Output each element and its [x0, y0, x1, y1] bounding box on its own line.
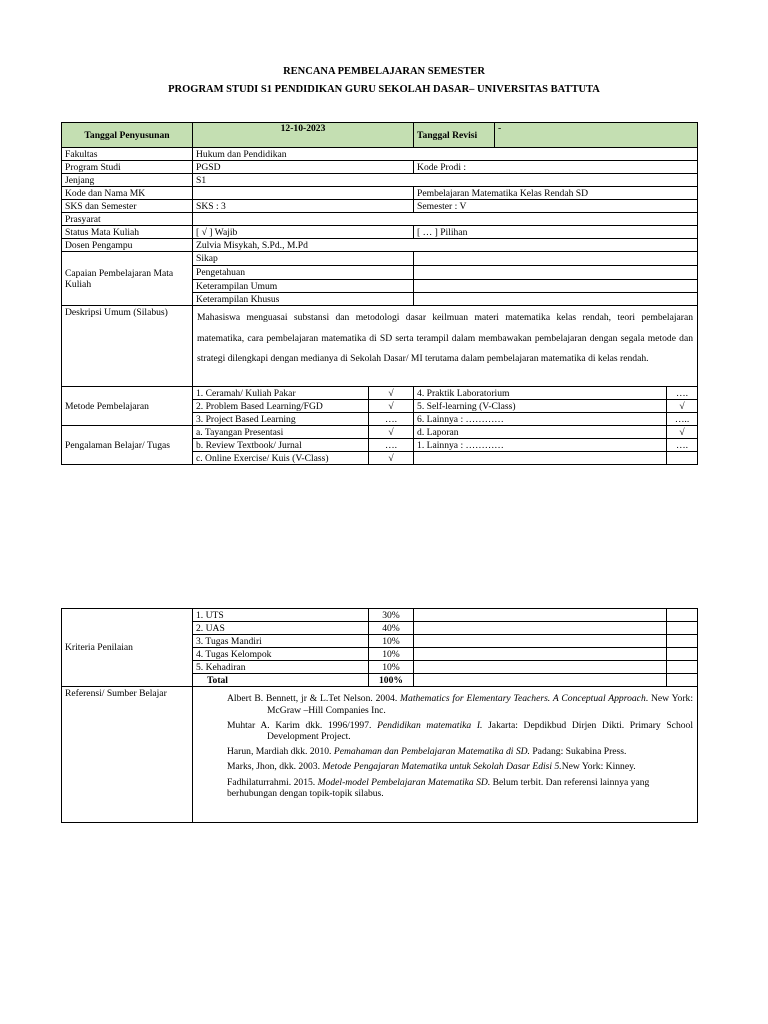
pengalaman-mark: √ [667, 426, 698, 439]
dosen-label: Dosen Pengampu [62, 239, 193, 252]
cpmk-detail [414, 280, 698, 293]
referensi-item: Fadhilaturrahmi. 2015. Model-model Pembelajaran Matematika SD. Belum terbit. Dan referensi lainnya yang berhubungan dengan topik-topik silabus. [227, 776, 650, 800]
penilaian-extra [414, 648, 667, 661]
referensi-item: Albert B. Bennett, jr & L.Tet Nelson. 2004. Mathematics for Elementary Teachers. A Conceptual Approach. New York: McGraw –Hill Companies Inc. [227, 693, 693, 716]
penilaian-extra [667, 674, 698, 687]
prodi-label: Program Studi [62, 161, 193, 174]
referensi-item: Marks, Jhon, dkk. 2003. Metode Pengajaran Matematika untuk Sekolah Dasar Edisi 5.New York: Kinney. [227, 761, 636, 773]
tanggal-penyusunan-value: 12-10-2023 [193, 123, 414, 148]
prasyarat-label: Prasyarat [62, 213, 193, 226]
penilaian-item: 4. Tugas Kelompok [193, 648, 369, 661]
penilaian-extra [667, 609, 698, 622]
kode-mk-label: Kode dan Nama MK [62, 187, 193, 200]
pengalaman-item: d. Laporan [414, 426, 667, 439]
deskripsi-label: Deskripsi Umum (Silabus) [62, 306, 193, 387]
cpmk-item: Keterampilan Umum [193, 280, 414, 293]
nama-mk-value: Pembelajaran Matematika Kelas Rendah SD [414, 187, 698, 200]
metode-mark: ….. [667, 413, 698, 426]
penilaian-item: 5. Kehadiran [193, 661, 369, 674]
referensi-item: Harun, Mardiah dkk. 2010. Pemahaman dan Pembelajaran Matematika di SD. Padang: Sukabina Press. [227, 746, 627, 758]
penilaian-item: 1. UTS [193, 609, 369, 622]
cpmk-detail [414, 293, 698, 306]
penilaian-total-label: Total [193, 674, 369, 687]
metode-mark: …. [667, 387, 698, 400]
pengalaman-item: c. Online Exercise/ Kuis (V-Class) [193, 452, 369, 465]
pengalaman-item: b. Review Textbook/ Jurnal [193, 439, 369, 452]
status-pilihan: [ … ] Pilihan [414, 226, 698, 239]
metode-label: Metode Pembelajaran [62, 387, 193, 426]
metode-item: 1. Ceramah/ Kuliah Pakar [193, 387, 369, 400]
penilaian-extra [414, 622, 667, 635]
referensi-item: Muhtar A. Karim dkk. 1996/1997. Pendidikan matematika I. Jakarta: Depdikbud Dirjen Dikti. Primary School Development Project. [227, 719, 693, 743]
penilaian-pct: 10% [369, 661, 414, 674]
tanggal-revisi-value: - [495, 123, 698, 148]
prodi-value: PGSD [193, 161, 414, 174]
rps-info-table [61, 122, 698, 465]
pengalaman-mark [667, 452, 698, 465]
sks-label: SKS dan Semester [62, 200, 193, 213]
metode-item: 3. Project Based Learning [193, 413, 369, 426]
metode-item: 5. Self-learning (V-Class) [414, 400, 667, 413]
penilaian-item: 3. Tugas Mandiri [193, 635, 369, 648]
kode-mk-value [193, 187, 414, 200]
tanggal-penyusunan-label: Tanggal Penyusunan [62, 123, 193, 148]
cpmk-detail [414, 266, 698, 280]
pengalaman-mark: …. [667, 439, 698, 452]
cpmk-detail [414, 252, 698, 266]
semester-value: Semester : V [414, 200, 698, 213]
kode-prodi-label: Kode Prodi : [414, 161, 698, 174]
referensi-label: Referensi/ Sumber Belajar [62, 687, 193, 823]
penilaian-pct: 10% [369, 648, 414, 661]
dosen-value: Zulvia Misykah, S.Pd., M.Pd [193, 239, 698, 252]
pengalaman-mark: …. [369, 439, 414, 452]
cpmk-item: Pengetahuan [193, 266, 414, 280]
status-label: Status Mata Kuliah [62, 226, 193, 239]
penilaian-extra [414, 674, 667, 687]
pengalaman-item: 1. Lainnya : ………… [414, 439, 667, 452]
penilaian-label: Kriteria Penilaian [62, 609, 193, 687]
metode-mark: √ [369, 400, 414, 413]
prasyarat-value [193, 213, 698, 226]
penilaian-total-value: 100% [369, 674, 414, 687]
page-title: RENCANA PEMBELAJARAN SEMESTER [283, 66, 485, 77]
penilaian-extra [667, 622, 698, 635]
penilaian-extra [667, 661, 698, 674]
status-wajib: [ √ ] Wajib [193, 226, 414, 239]
metode-item: 6. Lainnya : ………… [414, 413, 667, 426]
penilaian-pct: 10% [369, 635, 414, 648]
penilaian-extra [414, 635, 667, 648]
pengalaman-mark: √ [369, 426, 414, 439]
cpmk-label: Capaian Pembelajaran Mata Kuliah [62, 252, 193, 306]
penilaian-table [61, 608, 698, 823]
cpmk-item: Sikap [193, 252, 414, 266]
fakultas-label: Fakultas [62, 148, 193, 161]
jenjang-value: S1 [193, 174, 698, 187]
pengalaman-label: Pengalaman Belajar/ Tugas [62, 426, 193, 465]
deskripsi-text: Mahasiswa menguasai substansi dan metodologi dasar keilmuan materi matematika kelas rendah, teori pembelajaran matematika, cara pembelajaran matematika di SD serta terampil dalam membawakan pembelajaran dengan segala metode dan strategi dilengkapi dengan medianya di Sekolah Dasar/ MI terutama dalam pembelajaran matematika di kelas rendah. [193, 306, 698, 387]
metode-mark: …. [369, 413, 414, 426]
cpmk-item: Keterampilan Khusus [193, 293, 414, 306]
pengalaman-mark: √ [369, 452, 414, 465]
pengalaman-item [414, 452, 667, 465]
metode-mark: √ [667, 400, 698, 413]
penilaian-extra [667, 648, 698, 661]
pengalaman-item: a. Tayangan Presentasi [193, 426, 369, 439]
tanggal-revisi-label: Tanggal Revisi [414, 123, 495, 148]
penilaian-pct: 30% [369, 609, 414, 622]
metode-item: 4. Praktik Laboratorium [414, 387, 667, 400]
page-subtitle: PROGRAM STUDI S1 PENDIDIKAN GURU SEKOLAH DASAR– UNIVERSITAS BATTUTA [168, 84, 600, 95]
penilaian-extra [414, 609, 667, 622]
penilaian-item: 2. UAS [193, 622, 369, 635]
jenjang-label: Jenjang [62, 174, 193, 187]
fakultas-value: Hukum dan Pendidikan [193, 148, 698, 161]
penilaian-extra [414, 661, 667, 674]
metode-item: 2. Problem Based Learning/FGD [193, 400, 369, 413]
metode-mark: √ [369, 387, 414, 400]
referensi-list [193, 687, 698, 823]
sks-value: SKS : 3 [193, 200, 414, 213]
penilaian-extra [667, 635, 698, 648]
penilaian-pct: 40% [369, 622, 414, 635]
